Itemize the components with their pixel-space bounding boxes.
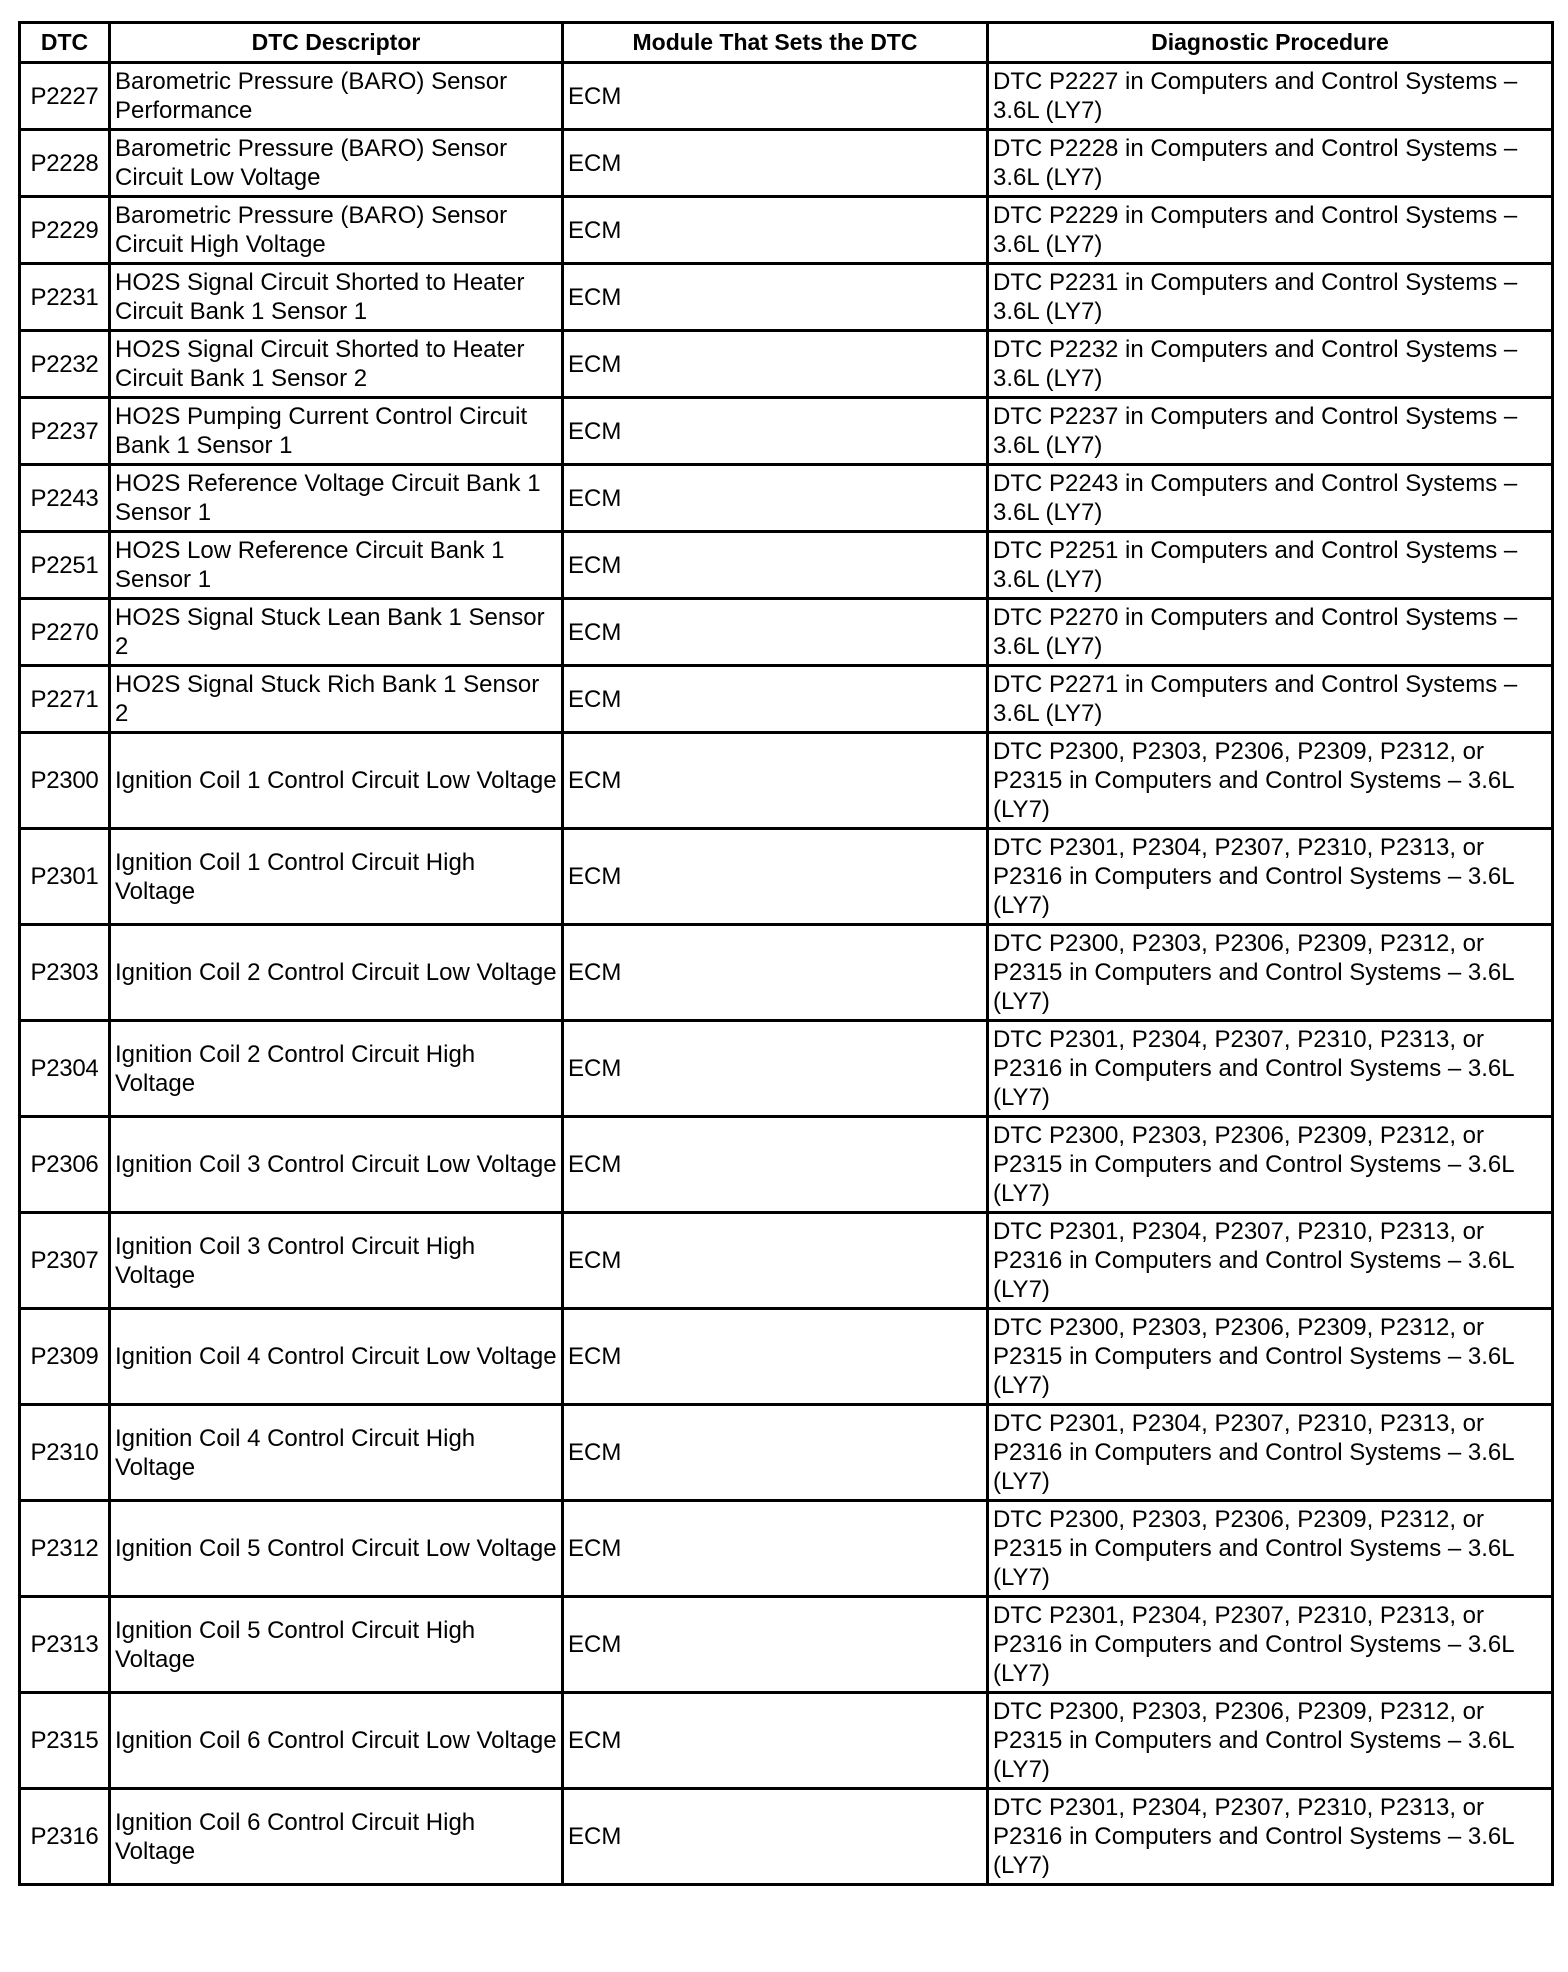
table-row	[20, 331, 1553, 398]
module-cell: ECM	[563, 1405, 988, 1501]
dtc-descriptor-cell: Ignition Coil 4 Control Circuit High Voltage	[110, 1405, 563, 1501]
diagnostic-procedure-cell: DTC P2232 in Computers and Control Systems – 3.6L (LY7)	[988, 331, 1553, 398]
module-cell: ECM	[563, 829, 988, 925]
diagnostic-procedure-cell: DTC P2300, P2303, P2306, P2309, P2312, or P2315 in Computers and Control Systems – 3.6L (LY7)	[988, 925, 1553, 1021]
dtc-code-cell: P2307	[20, 1213, 110, 1309]
module-cell: ECM	[563, 264, 988, 331]
table-row	[20, 1693, 1553, 1789]
table-row	[20, 829, 1553, 925]
module-cell: ECM	[563, 532, 988, 599]
module-cell: ECM	[563, 1789, 988, 1885]
dtc-descriptor-cell: HO2S Reference Voltage Circuit Bank 1 Sensor 1	[110, 465, 563, 532]
diagnostic-procedure-cell: DTC P2301, P2304, P2307, P2310, P2313, or P2316 in Computers and Control Systems – 3.6L (LY7)	[988, 1789, 1553, 1885]
module-cell: ECM	[563, 63, 988, 130]
diagnostic-procedure-cell: DTC P2300, P2303, P2306, P2309, P2312, or P2315 in Computers and Control Systems – 3.6L (LY7)	[988, 1693, 1553, 1789]
dtc-descriptor-cell: HO2S Signal Stuck Lean Bank 1 Sensor 2	[110, 599, 563, 666]
diagnostic-procedure-cell: DTC P2301, P2304, P2307, P2310, P2313, or P2316 in Computers and Control Systems – 3.6L (LY7)	[988, 1597, 1553, 1693]
table-row	[20, 63, 1553, 130]
header-module: Module That Sets the DTC	[563, 23, 988, 63]
diagnostic-procedure-cell: DTC P2271 in Computers and Control Systems – 3.6L (LY7)	[988, 666, 1553, 733]
table-body	[20, 63, 1553, 1885]
table-row	[20, 1405, 1553, 1501]
module-cell: ECM	[563, 1309, 988, 1405]
table-row	[20, 925, 1553, 1021]
table-row	[20, 532, 1553, 599]
dtc-code-cell: P2315	[20, 1693, 110, 1789]
diagnostic-procedure-cell: DTC P2300, P2303, P2306, P2309, P2312, or P2315 in Computers and Control Systems – 3.6L (LY7)	[988, 1117, 1553, 1213]
diagnostic-procedure-cell: DTC P2301, P2304, P2307, P2310, P2313, or P2316 in Computers and Control Systems – 3.6L (LY7)	[988, 1213, 1553, 1309]
module-cell: ECM	[563, 666, 988, 733]
table-row	[20, 1789, 1553, 1885]
dtc-code-cell: P2271	[20, 666, 110, 733]
diagnostic-procedure-cell: DTC P2301, P2304, P2307, P2310, P2313, or P2316 in Computers and Control Systems – 3.6L (LY7)	[988, 1405, 1553, 1501]
table-row	[20, 666, 1553, 733]
dtc-descriptor-cell: Ignition Coil 6 Control Circuit Low Voltage	[110, 1693, 563, 1789]
dtc-code-cell: P2312	[20, 1501, 110, 1597]
header-row	[20, 23, 1553, 63]
module-cell: ECM	[563, 1693, 988, 1789]
dtc-descriptor-cell: Ignition Coil 1 Control Circuit High Voltage	[110, 829, 563, 925]
table-row	[20, 1213, 1553, 1309]
dtc-descriptor-cell: Ignition Coil 2 Control Circuit High Voltage	[110, 1021, 563, 1117]
module-cell: ECM	[563, 197, 988, 264]
module-cell: ECM	[563, 925, 988, 1021]
dtc-code-cell: P2270	[20, 599, 110, 666]
dtc-descriptor-cell: Ignition Coil 5 Control Circuit Low Voltage	[110, 1501, 563, 1597]
table-row	[20, 264, 1553, 331]
diagnostic-procedure-cell: DTC P2229 in Computers and Control Systems – 3.6L (LY7)	[988, 197, 1553, 264]
dtc-descriptor-cell: HO2S Low Reference Circuit Bank 1 Sensor 1	[110, 532, 563, 599]
diagnostic-procedure-cell: DTC P2301, P2304, P2307, P2310, P2313, or P2316 in Computers and Control Systems – 3.6L (LY7)	[988, 1021, 1553, 1117]
diagnostic-procedure-cell: DTC P2227 in Computers and Control Systems – 3.6L (LY7)	[988, 63, 1553, 130]
diagnostic-procedure-cell: DTC P2301, P2304, P2307, P2310, P2313, or P2316 in Computers and Control Systems – 3.6L (LY7)	[988, 829, 1553, 925]
table-row	[20, 465, 1553, 532]
module-cell: ECM	[563, 398, 988, 465]
dtc-code-cell: P2227	[20, 63, 110, 130]
module-cell: ECM	[563, 1117, 988, 1213]
dtc-code-cell: P2251	[20, 532, 110, 599]
dtc-descriptor-cell: Barometric Pressure (BARO) Sensor Circuit Low Voltage	[110, 130, 563, 197]
header-dtc: DTC	[20, 23, 110, 63]
dtc-code-cell: P2237	[20, 398, 110, 465]
dtc-descriptor-cell: Ignition Coil 3 Control Circuit High Voltage	[110, 1213, 563, 1309]
dtc-code-cell: P2300	[20, 733, 110, 829]
dtc-descriptor-cell: Ignition Coil 6 Control Circuit High Voltage	[110, 1789, 563, 1885]
dtc-descriptor-cell: Ignition Coil 3 Control Circuit Low Voltage	[110, 1117, 563, 1213]
module-cell: ECM	[563, 1021, 988, 1117]
module-cell: ECM	[563, 465, 988, 532]
table-row	[20, 1501, 1553, 1597]
diagnostic-procedure-cell: DTC P2300, P2303, P2306, P2309, P2312, or P2315 in Computers and Control Systems – 3.6L (LY7)	[988, 733, 1553, 829]
dtc-table	[18, 21, 1554, 1886]
table-row	[20, 130, 1553, 197]
module-cell: ECM	[563, 733, 988, 829]
table-row	[20, 1021, 1553, 1117]
dtc-code-cell: P2243	[20, 465, 110, 532]
dtc-descriptor-cell: Ignition Coil 1 Control Circuit Low Voltage	[110, 733, 563, 829]
diagnostic-procedure-cell: DTC P2270 in Computers and Control Systems – 3.6L (LY7)	[988, 599, 1553, 666]
table-row	[20, 1117, 1553, 1213]
table-row	[20, 197, 1553, 264]
dtc-code-cell: P2229	[20, 197, 110, 264]
module-cell: ECM	[563, 130, 988, 197]
dtc-code-cell: P2316	[20, 1789, 110, 1885]
dtc-code-cell: P2313	[20, 1597, 110, 1693]
diagnostic-procedure-cell: DTC P2300, P2303, P2306, P2309, P2312, or P2315 in Computers and Control Systems – 3.6L (LY7)	[988, 1501, 1553, 1597]
diagnostic-procedure-cell: DTC P2300, P2303, P2306, P2309, P2312, or P2315 in Computers and Control Systems – 3.6L (LY7)	[988, 1309, 1553, 1405]
module-cell: ECM	[563, 1597, 988, 1693]
dtc-code-cell: P2306	[20, 1117, 110, 1213]
dtc-descriptor-cell: HO2S Pumping Current Control Circuit Bank 1 Sensor 1	[110, 398, 563, 465]
diagnostic-procedure-cell: DTC P2231 in Computers and Control Systems – 3.6L (LY7)	[988, 264, 1553, 331]
module-cell: ECM	[563, 1213, 988, 1309]
module-cell: ECM	[563, 331, 988, 398]
dtc-descriptor-cell: Barometric Pressure (BARO) Sensor Performance	[110, 63, 563, 130]
module-cell: ECM	[563, 1501, 988, 1597]
dtc-descriptor-cell: Ignition Coil 2 Control Circuit Low Voltage	[110, 925, 563, 1021]
dtc-descriptor-cell: HO2S Signal Circuit Shorted to Heater Circuit Bank 1 Sensor 2	[110, 331, 563, 398]
module-cell: ECM	[563, 599, 988, 666]
dtc-descriptor-cell: Ignition Coil 4 Control Circuit Low Voltage	[110, 1309, 563, 1405]
dtc-code-cell: P2232	[20, 331, 110, 398]
header-diagnostic-procedure: Diagnostic Procedure	[988, 23, 1553, 63]
dtc-code-cell: P2228	[20, 130, 110, 197]
diagnostic-procedure-cell: DTC P2237 in Computers and Control Systems – 3.6L (LY7)	[988, 398, 1553, 465]
dtc-descriptor-cell: HO2S Signal Circuit Shorted to Heater Circuit Bank 1 Sensor 1	[110, 264, 563, 331]
header-dtc-descriptor: DTC Descriptor	[110, 23, 563, 63]
dtc-code-cell: P2301	[20, 829, 110, 925]
table-row	[20, 1597, 1553, 1693]
table-row	[20, 398, 1553, 465]
table-header	[20, 23, 1553, 63]
table-row	[20, 733, 1553, 829]
table-row	[20, 599, 1553, 666]
dtc-descriptor-cell: Barometric Pressure (BARO) Sensor Circuit High Voltage	[110, 197, 563, 264]
dtc-descriptor-cell: HO2S Signal Stuck Rich Bank 1 Sensor 2	[110, 666, 563, 733]
dtc-code-cell: P2231	[20, 264, 110, 331]
diagnostic-procedure-cell: DTC P2228 in Computers and Control Systems – 3.6L (LY7)	[988, 130, 1553, 197]
dtc-descriptor-cell: Ignition Coil 5 Control Circuit High Voltage	[110, 1597, 563, 1693]
dtc-code-cell: P2304	[20, 1021, 110, 1117]
diagnostic-procedure-cell: DTC P2243 in Computers and Control Systems – 3.6L (LY7)	[988, 465, 1553, 532]
dtc-code-cell: P2309	[20, 1309, 110, 1405]
dtc-code-cell: P2303	[20, 925, 110, 1021]
diagnostic-procedure-cell: DTC P2251 in Computers and Control Systems – 3.6L (LY7)	[988, 532, 1553, 599]
dtc-code-cell: P2310	[20, 1405, 110, 1501]
table-row	[20, 1309, 1553, 1405]
